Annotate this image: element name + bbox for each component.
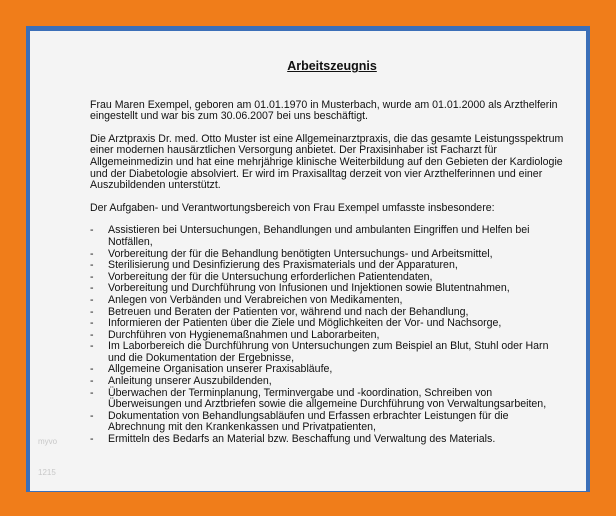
bullet-dash: - (90, 317, 94, 330)
list-item-text: Vorbereitung der für die Behandlung benötigten Untersuchungs- und Arbeitsmittel, (108, 247, 493, 260)
bullet-dash: - (90, 293, 94, 306)
list-item-text: Im Laborbereich die Durchführung von Untersuchungen zum Beispiel an Blut, Stuhl oder Harn und die Dokumentation der Ergebnisse, (108, 340, 549, 364)
list-item-text: Vorbereitung und Durchführung von Infusionen und Injektionen sowie Blutentnahmen, (108, 282, 510, 295)
bullet-dash: - (90, 259, 94, 272)
list-item-text: Anleitung unserer Auszubildenden, (108, 375, 272, 388)
list-item-text: Durchführen von Hygienemaßnahmen und Laborarbeiten, (108, 328, 380, 341)
bullet-dash: - (90, 224, 94, 237)
list-item (90, 341, 564, 364)
list-item (90, 388, 564, 411)
list-item-text: Überwachen der Terminplanung, Terminvergabe und -koordination, Schreiben von Überweisungen und Arztbriefen sowie die allgemeine Durchführung von Verwaltungsarbeiten, (108, 386, 547, 411)
practice-description-paragraph: Die Arztpraxis Dr. med. Otto Muster ist eine Allgemeinarztpraxis, die das gesamte Leistungsspektrum einer modernen hausärztlichen Versorgung anbietet. Der Praxisinhaber ist Facharzt für Allgemeinmedizin und hat eine mehrjährige klinische Weiterbildung auf den Gebieten der Kardiologie und der Diabetologie absolviert. Er wird im Praxisalltag derzeit von vier Arzthelferinnen und einer Auszubildenden unterstützt. (90, 132, 564, 192)
list-item (90, 434, 564, 446)
list-item-text: Informieren der Patienten über die Ziele und Möglichkeiten der Vor- und Nachsorge, (108, 317, 502, 330)
duties-intro-paragraph: Der Aufgaben- und Verantwortungsbereich von Frau Exempel umfasste insbesondere: (90, 201, 495, 214)
list-item-text: Betreuen und Beraten der Patienten vor, während und nach der Behandlung, (108, 305, 469, 318)
list-item (90, 411, 564, 434)
bullet-dash: - (90, 375, 94, 388)
bullet-dash: - (90, 247, 94, 260)
bullet-dash: - (90, 340, 94, 353)
list-item-text: Ermitteln des Bedarfs an Material bzw. Beschaffung und Verwaltung des Materials. (108, 433, 496, 446)
list-item-text: Dokumentation von Behandlungsabläufen und Erfassen erbrachter Leistungen für die Abrechnung mit den Krankenkassen und Privatpatienten, (108, 409, 509, 434)
list-item-text: Vorbereitung der für die Untersuchung erforderlichen Patientendaten, (108, 270, 433, 283)
bullet-dash: - (90, 328, 94, 341)
bullet-dash: - (90, 270, 94, 283)
bullet-dash: - (90, 409, 94, 422)
bullet-dash: - (90, 282, 94, 295)
watermark-text: myvo (38, 437, 58, 446)
bullet-dash: - (90, 363, 94, 376)
list-item (90, 225, 564, 248)
watermark-number: 1215 (38, 468, 56, 477)
document-title: Arbeitszeugnis (287, 59, 377, 73)
duties-list (90, 225, 564, 445)
bullet-dash: - (90, 386, 94, 399)
list-item-text: Assistieren bei Untersuchungen, Behandlungen und ambulanten Eingriffen und Helfen bei Notfällen, (108, 224, 530, 248)
document-page (30, 31, 586, 491)
list-item-text: Anlegen von Verbänden und Verabreichen von Medikamenten, (108, 293, 403, 306)
list-item-text: Allgemeine Organisation unserer Praxisabläufe, (108, 363, 333, 376)
bullet-dash: - (90, 433, 94, 446)
list-item-text: Sterilisierung und Desinfizierung des Praxismaterials und der Apparaturen, (108, 259, 458, 272)
intro-paragraph: Frau Maren Exempel, geboren am 01.01.1970 in Musterbach, wurde am 01.01.2000 als Arzthelferin eingestellt und war bis zum 30.06.2007 bei uns beschäftigt. (90, 98, 558, 123)
bullet-dash: - (90, 305, 94, 318)
